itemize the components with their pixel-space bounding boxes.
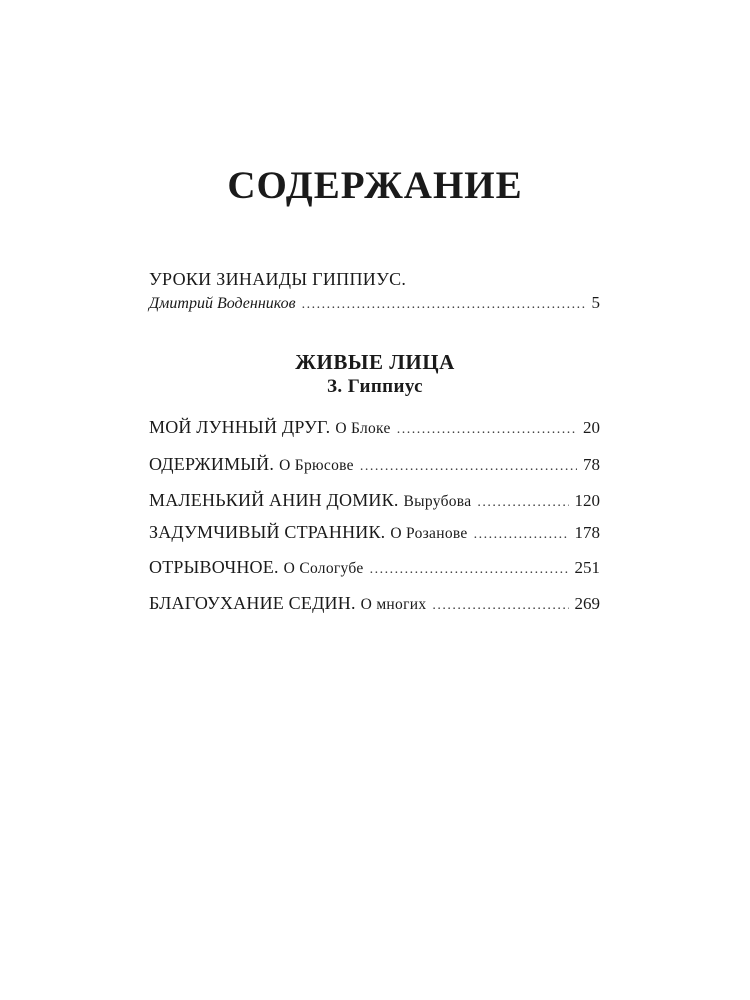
dot-leader [474,523,569,547]
toc-entry[interactable] [149,452,600,479]
toc-entry[interactable] [149,488,600,515]
toc-entry-subtitle: О Брюсове [279,457,354,474]
toc-row-preface-author[interactable] [149,291,600,317]
toc-entry-title: МОЙ ЛУННЫЙ ДРУГ. [149,417,331,437]
toc-entry-title: ЗАДУМЧИВЫЙ СТРАННИК. [149,522,386,542]
page-number: 269 [574,594,600,613]
section-author: З. Гиппиус [326,376,424,397]
page-number: 20 [583,418,600,437]
toc-entry-subtitle: Вырубова [403,493,472,510]
preface-author: Дмитрий Воденников [149,295,296,312]
toc-entry-title: БЛАГОУХАНИЕ СЕДИН. [149,593,356,613]
page-number: 78 [583,455,600,474]
toc-entry-title: МАЛЕНЬКИЙ АНИН ДОМИК. [149,490,399,510]
toc-entry[interactable] [149,591,600,618]
toc-entry-title: ОТРЫВОЧНОЕ. [149,557,279,577]
page-number: 120 [574,491,600,510]
toc-entry-title: ОДЕРЖИМЫЙ. [149,454,275,474]
page-number: 251 [574,558,600,577]
dot-leader [302,293,586,317]
page-number: 5 [591,293,600,312]
toc-entry-subtitle: О многих [360,596,427,613]
toc-entry-subtitle: О Блоке [335,420,391,437]
page-number: 178 [574,523,600,542]
toc-entry[interactable] [149,415,600,442]
dot-leader [397,418,577,442]
toc-entry[interactable] [149,555,600,582]
preface-title[interactable]: УРОКИ ЗИНАИДЫ ГИППИУС. [149,269,407,289]
dot-leader [432,594,568,618]
toc-entry-subtitle: О Сологубе [283,560,364,577]
dot-leader [477,491,568,515]
page-title: СОДЕРЖАНИЕ [227,164,523,207]
section-title: ЖИВЫЕ ЛИЦА [295,350,455,374]
toc-entry-subtitle: О Розанове [390,525,468,542]
dot-leader [370,558,569,582]
toc-entry[interactable] [149,520,600,547]
dot-leader [360,455,577,479]
